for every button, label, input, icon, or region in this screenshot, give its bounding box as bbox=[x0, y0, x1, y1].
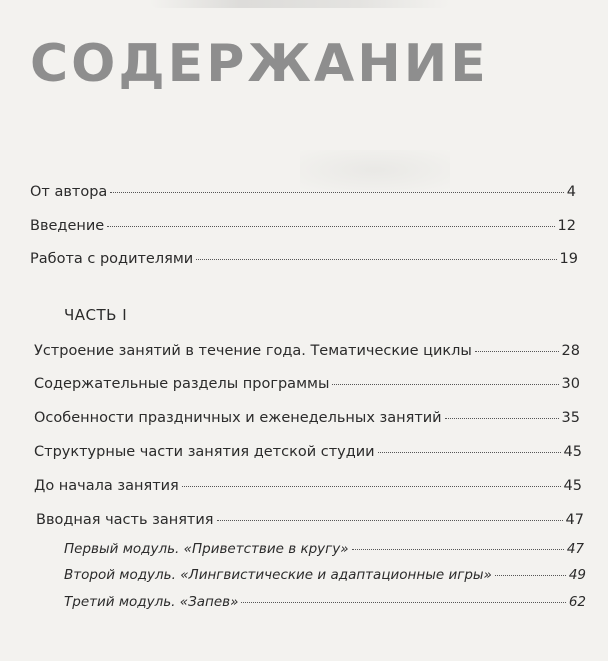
toc-entry bbox=[34, 343, 580, 359]
toc-entry bbox=[34, 410, 580, 426]
toc-entry-page: 12 bbox=[557, 218, 576, 234]
toc-entry-label: Работа с родителями bbox=[30, 251, 194, 267]
toc-leader-dots bbox=[332, 384, 558, 385]
toc-entry-page: 35 bbox=[561, 410, 580, 426]
toc-entry-label: До начала занятия bbox=[34, 478, 179, 494]
toc-leader-dots bbox=[107, 226, 554, 227]
toc-entry bbox=[30, 251, 578, 267]
toc-entry-label: Третий модуль. «Запев» bbox=[64, 594, 239, 610]
bleed-through-shadow bbox=[150, 0, 450, 8]
toc-subentry bbox=[64, 541, 584, 557]
toc-entry-page: 45 bbox=[563, 478, 582, 494]
toc-leader-dots bbox=[110, 192, 563, 193]
toc-entry-page: 47 bbox=[566, 541, 584, 557]
toc-leader-dots bbox=[378, 452, 561, 453]
toc-entry bbox=[36, 512, 584, 528]
toc-entry bbox=[30, 218, 576, 234]
toc-entry bbox=[34, 478, 582, 494]
toc-entry-page: 30 bbox=[561, 376, 580, 392]
toc-subentry bbox=[64, 567, 586, 583]
toc-entry bbox=[34, 376, 580, 392]
part-heading: ЧАСТЬ I bbox=[64, 306, 128, 324]
toc-entry-label: Вводная часть занятия bbox=[36, 512, 214, 528]
toc-entry-label: Структурные части занятия детской студии bbox=[34, 444, 375, 460]
toc-leader-dots bbox=[217, 520, 563, 521]
toc-entry-label: Особенности праздничных и еженедельных занятий bbox=[34, 410, 442, 426]
toc-entry bbox=[34, 444, 582, 460]
toc-subentry bbox=[64, 594, 586, 610]
toc-entry-label: Содержательные разделы программы bbox=[34, 376, 330, 392]
toc-entry-page: 28 bbox=[561, 343, 580, 359]
toc-leader-dots bbox=[495, 575, 566, 576]
toc-leader-dots bbox=[196, 259, 556, 260]
toc-leader-dots bbox=[241, 602, 565, 603]
toc-entry-page: 49 bbox=[568, 567, 586, 583]
toc-leader-dots bbox=[475, 351, 559, 352]
toc-entry-page: 47 bbox=[565, 512, 584, 528]
toc-entry bbox=[30, 184, 576, 200]
toc-entry-label: Устроение занятий в течение года. Тематические циклы bbox=[34, 343, 472, 359]
toc-leader-dots bbox=[445, 418, 559, 419]
toc-entry-label: Второй модуль. «Лингвистические и адаптационные игры» bbox=[64, 567, 492, 583]
toc-entry-page: 45 bbox=[563, 444, 582, 460]
toc-leader-dots bbox=[352, 549, 564, 550]
toc-entry-page: 4 bbox=[566, 184, 576, 200]
toc-entry-label: Введение bbox=[30, 218, 105, 234]
page-title: СОДЕРЖАНИЕ bbox=[30, 34, 489, 94]
toc-entry-label: От автора bbox=[30, 184, 108, 200]
toc-entry-page: 62 bbox=[568, 594, 586, 610]
toc-entry-label: Первый модуль. «Приветствие в кругу» bbox=[64, 541, 349, 557]
toc-leader-dots bbox=[182, 486, 561, 487]
toc-entry-page: 19 bbox=[559, 251, 578, 267]
